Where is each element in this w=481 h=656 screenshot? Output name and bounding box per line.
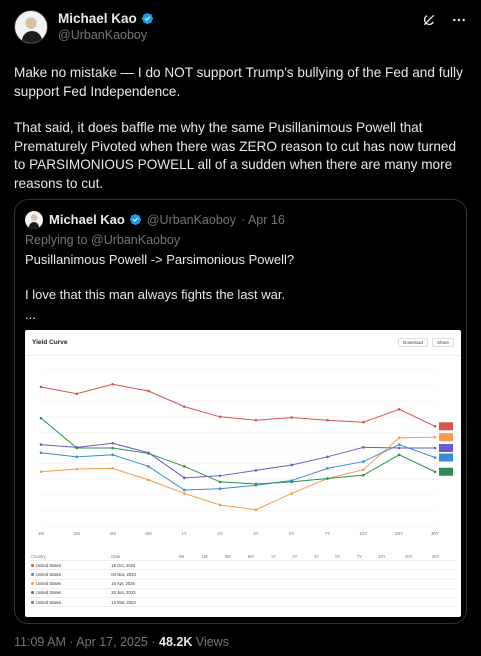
table-cell-country (29, 579, 109, 588)
quote-line: I love that this man always fights the last war. (25, 286, 286, 302)
data-point (290, 416, 293, 419)
table-header: Date (109, 552, 176, 561)
table-cell (355, 579, 376, 588)
data-point (362, 421, 365, 424)
table-cell (269, 597, 290, 606)
series-swatch (31, 564, 34, 567)
table-cell-date: 04 Nov, 2024 (109, 570, 176, 579)
data-point (398, 437, 401, 440)
data-point (111, 453, 114, 456)
table-cell (223, 570, 246, 579)
table-cell (430, 570, 457, 579)
table-body (29, 561, 457, 607)
data-point (147, 452, 150, 455)
table-cell (290, 579, 311, 588)
data-point (219, 487, 222, 490)
table-cell (376, 597, 403, 606)
table-cell (269, 570, 290, 579)
author-name[interactable] (58, 10, 154, 27)
table-cell-date: 19 Oct, 2023 (109, 561, 176, 570)
table-header: 3Y (312, 552, 333, 561)
table-cell (355, 561, 376, 570)
table-cell-country (29, 570, 109, 579)
data-point (219, 416, 222, 419)
more-icon[interactable] (451, 12, 467, 28)
table-cell (246, 588, 269, 597)
x-tick-label: 2Y (217, 531, 223, 536)
data-point (183, 477, 186, 480)
table-cell (290, 597, 311, 606)
header-actions (421, 10, 467, 28)
table-cell (355, 597, 376, 606)
table-cell (246, 570, 269, 579)
data-point (398, 447, 401, 450)
quote-date: · Apr 16 (241, 212, 285, 227)
data-point (40, 451, 43, 454)
author-block (58, 10, 154, 44)
tweet-paragraph: That said, it does baffle me why the same Pusillanimous Powell that Prematurely Pivoted when there was ZERO reason to cut has now turned to PARSIMONIOUS POWELL all of a sudden when there are many more reasons to cut. (14, 120, 457, 191)
table-cell (200, 561, 223, 570)
tweet-footer (14, 635, 229, 649)
table-cell (430, 561, 457, 570)
table-cell (430, 588, 457, 597)
table-cell-country (29, 597, 109, 606)
table-cell (403, 579, 430, 588)
table-header: 6M (177, 552, 200, 561)
tweet-text (14, 64, 467, 193)
data-point (111, 467, 114, 470)
data-point (147, 390, 150, 393)
table-cell (312, 597, 333, 606)
data-point (434, 470, 437, 473)
data-point (255, 469, 258, 472)
table-cell (290, 588, 311, 597)
x-tick-label: 5Y (288, 531, 295, 536)
data-point (362, 446, 365, 449)
country-text: United States (36, 590, 62, 596)
data-point (183, 405, 186, 408)
table-header-row (29, 552, 457, 561)
series-swatch (31, 591, 34, 594)
x-tick-label: 1Y (181, 531, 188, 536)
series-swatch (31, 573, 34, 576)
table-cell (290, 570, 311, 579)
table-cell (312, 588, 333, 597)
table-cell (376, 588, 403, 597)
x-tick-label: 6M (145, 531, 152, 536)
table-cell (290, 561, 311, 570)
x-tick-label: 3Y (253, 531, 259, 536)
quote-avatar (25, 211, 43, 229)
data-point (362, 460, 365, 463)
data-point (255, 508, 258, 511)
data-point (290, 492, 293, 495)
country-text: United States (36, 599, 62, 605)
table-cell (333, 561, 354, 570)
data-point (326, 456, 329, 459)
table-header: 5Y (333, 552, 354, 561)
table-cell (430, 579, 457, 588)
views-label: Views (192, 635, 229, 649)
quoted-tweet[interactable] (14, 199, 467, 624)
data-point (76, 392, 79, 395)
series-end-tag (439, 453, 453, 461)
data-point (398, 443, 401, 446)
data-point (76, 468, 79, 471)
table-cell (200, 597, 223, 606)
x-tick-label: 3M (109, 531, 116, 536)
series-end-tag (439, 468, 453, 476)
chart-image[interactable] (25, 330, 461, 617)
data-point (326, 477, 329, 480)
quote-header (15, 200, 466, 230)
table-row (29, 561, 457, 570)
table-cell (223, 561, 246, 570)
yield-curve-chart (25, 356, 461, 546)
table-cell (223, 588, 246, 597)
quote-line: ... (25, 307, 36, 322)
verified-icon (141, 12, 154, 25)
country-text: United States (36, 571, 62, 577)
tweet-timestamp[interactable]: 11:09 AM · Apr 17, 2025 · (14, 635, 159, 649)
table-cell (223, 579, 246, 588)
table-cell (312, 561, 333, 570)
table-cell (269, 588, 290, 597)
table-header: 10Y (376, 552, 403, 561)
chart-image-toolbar (25, 330, 461, 356)
data-point (434, 447, 437, 450)
table-row (29, 570, 457, 579)
table-cell (312, 570, 333, 579)
x-tick-label: 20Y (395, 531, 404, 536)
verified-icon (129, 213, 142, 226)
table-cell (355, 570, 376, 579)
table-cell (246, 561, 269, 570)
data-point (76, 447, 79, 450)
table-cell (376, 570, 403, 579)
data-point (147, 465, 150, 468)
data-point (111, 447, 114, 450)
table-cell (333, 570, 354, 579)
table-header: 20Y (403, 552, 430, 561)
series-end-tag (439, 433, 453, 441)
table-cell (430, 597, 457, 606)
data-point (219, 481, 222, 484)
table-cell (200, 588, 223, 597)
table-cell (223, 597, 246, 606)
table-cell (312, 579, 333, 588)
data-point (434, 456, 437, 459)
table-cell (269, 579, 290, 588)
table-header: 1Y (269, 552, 290, 561)
table-header: 7Y (355, 552, 376, 561)
data-point (40, 417, 43, 420)
series-line (41, 418, 435, 484)
table-cell (403, 597, 430, 606)
table-header: 6M (246, 552, 269, 561)
table-cell-date: 13 Mar, 2023 (109, 597, 176, 606)
data-point (111, 442, 114, 445)
data-point (398, 408, 401, 411)
table-cell-country (29, 588, 109, 597)
series-swatch (31, 601, 34, 604)
author-name-text: Michael Kao (58, 11, 137, 26)
quote-author-name: Michael Kao (49, 212, 125, 227)
series-end-tag (439, 444, 453, 452)
view-count: 48.2K (159, 635, 193, 649)
quote-line: Pusillanimous Powell -> Parsimonious Powell? (25, 252, 295, 267)
table-cell (403, 570, 430, 579)
data-point (219, 475, 222, 478)
table-cell (177, 579, 200, 588)
data-point (40, 470, 43, 473)
table-cell (246, 579, 269, 588)
table-cell (200, 570, 223, 579)
author-handle[interactable]: @UrbanKaoboy (58, 28, 148, 42)
data-point (362, 474, 365, 477)
data-point (219, 504, 222, 507)
table-cell (333, 597, 354, 606)
table-cell (177, 561, 200, 570)
x-tick-label: 30Y (430, 531, 440, 536)
x-tick-label: 2M (73, 531, 80, 536)
quote-text (15, 247, 466, 324)
data-point (40, 443, 43, 446)
chart-table (29, 552, 457, 607)
country-text: United States (36, 562, 62, 568)
table-header: 2Y (290, 552, 311, 561)
data-point (111, 383, 114, 386)
table-cell-date: 16 Apr, 2025 (109, 579, 176, 588)
table-cell (376, 579, 403, 588)
table-cell (269, 561, 290, 570)
series-line (41, 384, 435, 426)
table-header: Country (29, 552, 109, 561)
data-point (434, 425, 437, 428)
x-tick-label: 1M (37, 531, 45, 536)
replying-to: Replying to @UrbanKaoboy (25, 233, 181, 247)
table-cell (376, 561, 403, 570)
table-row (29, 579, 457, 588)
chart-title: Yield Curve (32, 339, 68, 346)
table-header: 1M (200, 552, 223, 561)
table-cell (333, 588, 354, 597)
data-point (183, 492, 186, 495)
table-cell (355, 588, 376, 597)
tweet-paragraph: Make no mistake — I do NOT support Trump's bullying of the Fed and fully support Fed Independence. (14, 65, 463, 99)
table-header: 30Y (430, 552, 457, 561)
quote-author-handle: @UrbanKaoboy (146, 212, 236, 227)
table-cell (246, 597, 269, 606)
data-point (183, 489, 186, 492)
data-point (255, 483, 258, 486)
grok-icon[interactable] (421, 12, 437, 28)
table-cell-date: 20 Jun, 2023 (109, 588, 176, 597)
data-point (76, 456, 79, 459)
series-swatch (31, 582, 34, 585)
data-point (147, 479, 150, 482)
country-text: United States (36, 581, 62, 587)
data-point (290, 481, 293, 484)
data-point (290, 464, 293, 467)
table-cell (177, 570, 200, 579)
table-header: 3M (223, 552, 246, 561)
series-end-tag (439, 422, 453, 430)
data-point (398, 453, 401, 456)
table-row (29, 588, 457, 597)
table-cell (403, 561, 430, 570)
data-point (183, 465, 186, 468)
avatar[interactable] (14, 10, 48, 44)
data-point (434, 436, 437, 439)
data-point (40, 386, 43, 389)
share-button: Share (432, 338, 454, 347)
data-point (326, 419, 329, 422)
download-button: Download (398, 338, 428, 347)
table-cell (403, 588, 430, 597)
chart-image-buttons (398, 338, 454, 347)
table-cell (200, 579, 223, 588)
x-tick-label: 7Y (324, 531, 331, 536)
table-row (29, 597, 457, 606)
table-cell (177, 597, 200, 606)
table-cell (177, 588, 200, 597)
table-cell (333, 579, 354, 588)
table-cell-country (29, 561, 109, 570)
data-point (326, 467, 329, 470)
tweet-header (14, 10, 467, 50)
x-tick-label: 10Y (359, 531, 368, 536)
data-point (255, 419, 258, 422)
data-point (362, 468, 365, 471)
